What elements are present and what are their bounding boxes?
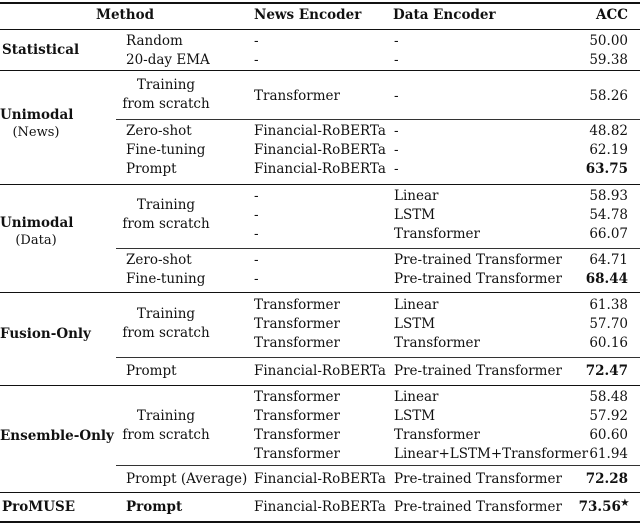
top-rule	[0, 2, 640, 4]
data-cell: Pre-trained Transformer	[394, 271, 562, 287]
acc-cell: 58.48	[589, 389, 628, 405]
method-cell: Fine-tuning	[126, 142, 206, 158]
group-rule	[0, 292, 640, 293]
group-rule	[0, 70, 640, 71]
method-training-line1: Training	[136, 77, 196, 93]
news-cell: -	[254, 33, 259, 49]
group-rule	[0, 385, 640, 386]
news-cell: Financial-RoBERTa	[254, 363, 386, 379]
header-acc: ACC	[596, 7, 628, 23]
data-cell: LSTM	[394, 207, 436, 223]
news-cell: -	[254, 207, 259, 223]
data-cell: -	[394, 88, 399, 104]
news-cell: Transformer	[254, 408, 340, 424]
data-cell: Pre-trained Transformer	[394, 252, 562, 268]
news-cell: Financial-RoBERTa	[254, 471, 386, 487]
acc-cell: 57.92	[589, 408, 628, 424]
method-training-line2: from scratch	[122, 325, 210, 341]
method-cell: Prompt	[126, 161, 177, 177]
acc-cell: 66.07	[589, 226, 628, 242]
group-sublabel-data: (Data)	[15, 233, 57, 248]
acc-cell: 64.71	[589, 252, 628, 268]
method-cell: Prompt	[126, 363, 177, 379]
data-cell: Pre-trained Transformer	[394, 471, 562, 487]
group-label-fusion-only: Fusion-Only	[0, 326, 91, 342]
star-mark-icon: ★	[620, 498, 629, 509]
data-cell: Linear	[394, 389, 439, 405]
method-training-line2: from scratch	[122, 96, 210, 112]
acc-cell: 54.78	[589, 207, 628, 223]
data-cell: -	[394, 142, 399, 158]
header-rule	[0, 29, 640, 30]
news-cell: Financial-RoBERTa	[254, 142, 386, 158]
news-cell: Transformer	[254, 389, 340, 405]
data-cell: LSTM	[394, 316, 436, 332]
data-cell: Pre-trained Transformer	[394, 499, 562, 515]
data-cell: Transformer	[394, 226, 480, 242]
header-method: Method	[96, 7, 155, 23]
data-cell: -	[394, 52, 399, 68]
method-cell: Zero-shot	[126, 123, 192, 139]
method-training-line1: Training	[136, 306, 196, 322]
data-cell: Pre-trained Transformer	[394, 363, 562, 379]
acc-cell: 61.94	[589, 446, 628, 462]
method-cell: 20-day EMA	[126, 52, 210, 68]
news-cell: Transformer	[254, 297, 340, 313]
header-news-encoder: News Encoder	[254, 7, 362, 23]
method-training-line2: from scratch	[122, 427, 210, 443]
sub-rule	[116, 357, 640, 358]
group-label-statistical: Statistical	[2, 42, 80, 58]
acc-cell: 59.38	[589, 52, 628, 68]
group-label-ensemble-only: Ensemble-Only	[0, 428, 114, 444]
group-sublabel-news: (News)	[12, 125, 60, 140]
method-cell: Fine-tuning	[126, 271, 206, 287]
news-cell: Financial-RoBERTa	[254, 123, 386, 139]
method-training-line1: Training	[136, 408, 196, 424]
method-cell: Prompt (Average)	[126, 471, 248, 487]
news-cell: Financial-RoBERTa	[254, 499, 386, 515]
news-cell: Transformer	[254, 88, 340, 104]
acc-cell-best: 68.44	[585, 271, 628, 287]
news-cell: Transformer	[254, 446, 340, 462]
data-cell: -	[394, 123, 399, 139]
acc-cell-best: 72.28	[585, 471, 628, 487]
acc-cell: 58.93	[589, 188, 628, 204]
header-data-encoder: Data Encoder	[393, 7, 496, 23]
sub-rule	[116, 119, 640, 120]
sub-rule	[116, 465, 640, 466]
group-rule	[0, 492, 640, 493]
data-cell: -	[394, 161, 399, 177]
acc-cell: 61.38	[589, 297, 628, 313]
group-label-unimodal-news: Unimodal	[0, 107, 74, 123]
data-cell: Linear	[394, 297, 439, 313]
method-training-line1: Training	[136, 197, 196, 213]
news-cell: -	[254, 252, 259, 268]
data-cell: LSTM	[394, 408, 436, 424]
data-cell: Transformer	[394, 427, 480, 443]
sub-rule	[116, 248, 640, 249]
method-cell: Random	[126, 33, 183, 49]
news-cell: Financial-RoBERTa	[254, 161, 386, 177]
method-cell: Prompt	[126, 499, 183, 515]
news-cell: Transformer	[254, 316, 340, 332]
news-cell: -	[254, 271, 259, 287]
news-cell: -	[254, 52, 259, 68]
acc-value: 73.56	[578, 499, 621, 515]
group-label-unimodal-data: Unimodal	[0, 215, 74, 231]
group-rule	[0, 184, 640, 185]
group-label-promuse: ProMUSE	[2, 499, 76, 515]
acc-cell: 60.16	[589, 335, 628, 351]
acc-cell: 48.82	[589, 123, 628, 139]
acc-cell: 62.19	[589, 142, 628, 158]
acc-cell-best: 72.47	[585, 363, 628, 379]
method-cell: Zero-shot	[126, 252, 192, 268]
data-cell: Linear	[394, 188, 439, 204]
data-cell: -	[394, 33, 399, 49]
method-training-line2: from scratch	[122, 216, 210, 232]
news-cell: -	[254, 226, 259, 242]
acc-cell: 57.70	[589, 316, 628, 332]
acc-cell-best-overall	[545, 498, 629, 517]
acc-cell: 58.26	[589, 88, 628, 104]
data-cell: Linear+LSTM+Transformer	[394, 446, 589, 462]
acc-cell: 60.60	[589, 427, 628, 443]
data-cell: Transformer	[394, 335, 480, 351]
acc-cell: 50.00	[589, 33, 628, 49]
news-cell: Transformer	[254, 427, 340, 443]
acc-cell-best: 63.75	[585, 161, 628, 177]
news-cell: -	[254, 188, 259, 204]
news-cell: Transformer	[254, 335, 340, 351]
